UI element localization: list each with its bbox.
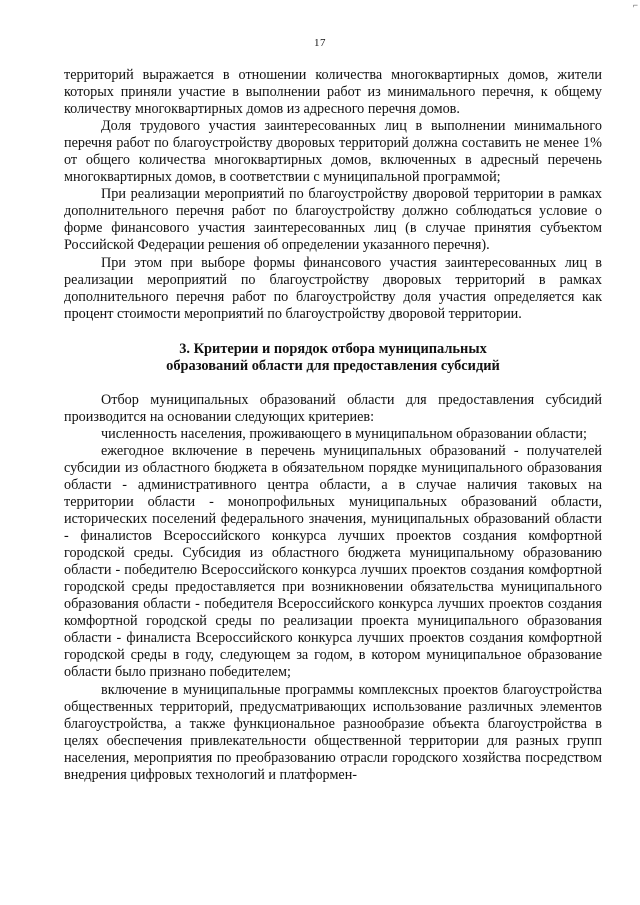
paragraph-2: Доля трудового участия заинтересованных лиц в выполнении минимального перечня работ по благоустройству дворовых территорий должна составить не менее 1% от общего количества многоквартирных домов, включенных в адресный перечень многоквартирных домов, в соответствии с муниципальной программой;: [64, 118, 602, 186]
section-heading-line-2: образований области для предоставления субсидий: [166, 358, 500, 375]
paragraph-5: Отбор муниципальных образований области для предоставления субсидий производится на основании следующих критериев:: [64, 391, 602, 425]
paragraph-6: численность населения, проживающего в муниципальном образовании области;: [101, 425, 587, 442]
paragraph-4: При этом при выборе формы финансового участия заинтересованных лиц в реализации мероприятий по благоустройству дворовых территорий в рамках дополнительного перечня работ по благоустройству доля участия определяется как процент стоимости мероприятий по благоустройству дворовой территории.: [64, 254, 602, 322]
page-number: 17: [314, 37, 326, 49]
document-body: [64, 67, 602, 784]
paragraph-8: включение в муниципальные программы комплексных проектов благоустройства общественных территорий, предусматривающих использование различных элементов благоустройства, а также функциональное разнообразие объекта благоустройства в целях обеспечения привлекательности общественной территории для разных групп населения, мероприятия по преобразованию отрасли городского хозяйства посредством внедрения цифровых технологий и платформен-: [64, 681, 602, 783]
corner-mark: ⌐: [632, 0, 638, 10]
section-heading: [64, 341, 602, 376]
paragraph-3: При реализации мероприятий по благоустройству дворовой территории в рамках дополнительного перечня работ по благоустройству должно соблюдаться условие о форме финансового участия заинтересованных лиц (в случае принятия субъектом Российской Федерации решения об определении указанного перечня).: [64, 186, 602, 254]
paragraph-7: ежегодное включение в перечень муниципальных образований - получателей субсидии из областного бюджета в обязательном порядке муниципального образования области - административного центра области, а в случае наличия таковых на территории области - монопрофильных муниципальных образований области, исторических поселений федерального значения, муниципальных образований области - финалистов Всероссийского конкурса лучших проектов создания комфортной городской среды. Субсидия из областного бюджета муниципальному образованию области - победителю Всероссийского конкурса лучших проектов создания комфортной городской среды предоставляется при возникновении обязательства муниципального образования области - победителя Всероссийского конкурса лучших проектов создания комфортной городской среды по реализации проекта муниципального образования области - финалиста Всероссийского конкурса лучших проектов создания комфортной городской среды в году, следующем за годом, в котором муниципальное образование области было признано победителем;: [64, 442, 602, 681]
paragraph-1: территорий выражается в отношении количества многоквартирных домов, жители которых приняли участие в выполнении работ из минимального перечня, к общему количеству многоквартирных домов из адресного перечня домов.: [64, 67, 602, 118]
section-heading-line-1: 3. Критерии и порядок отбора муниципальных: [179, 340, 487, 357]
